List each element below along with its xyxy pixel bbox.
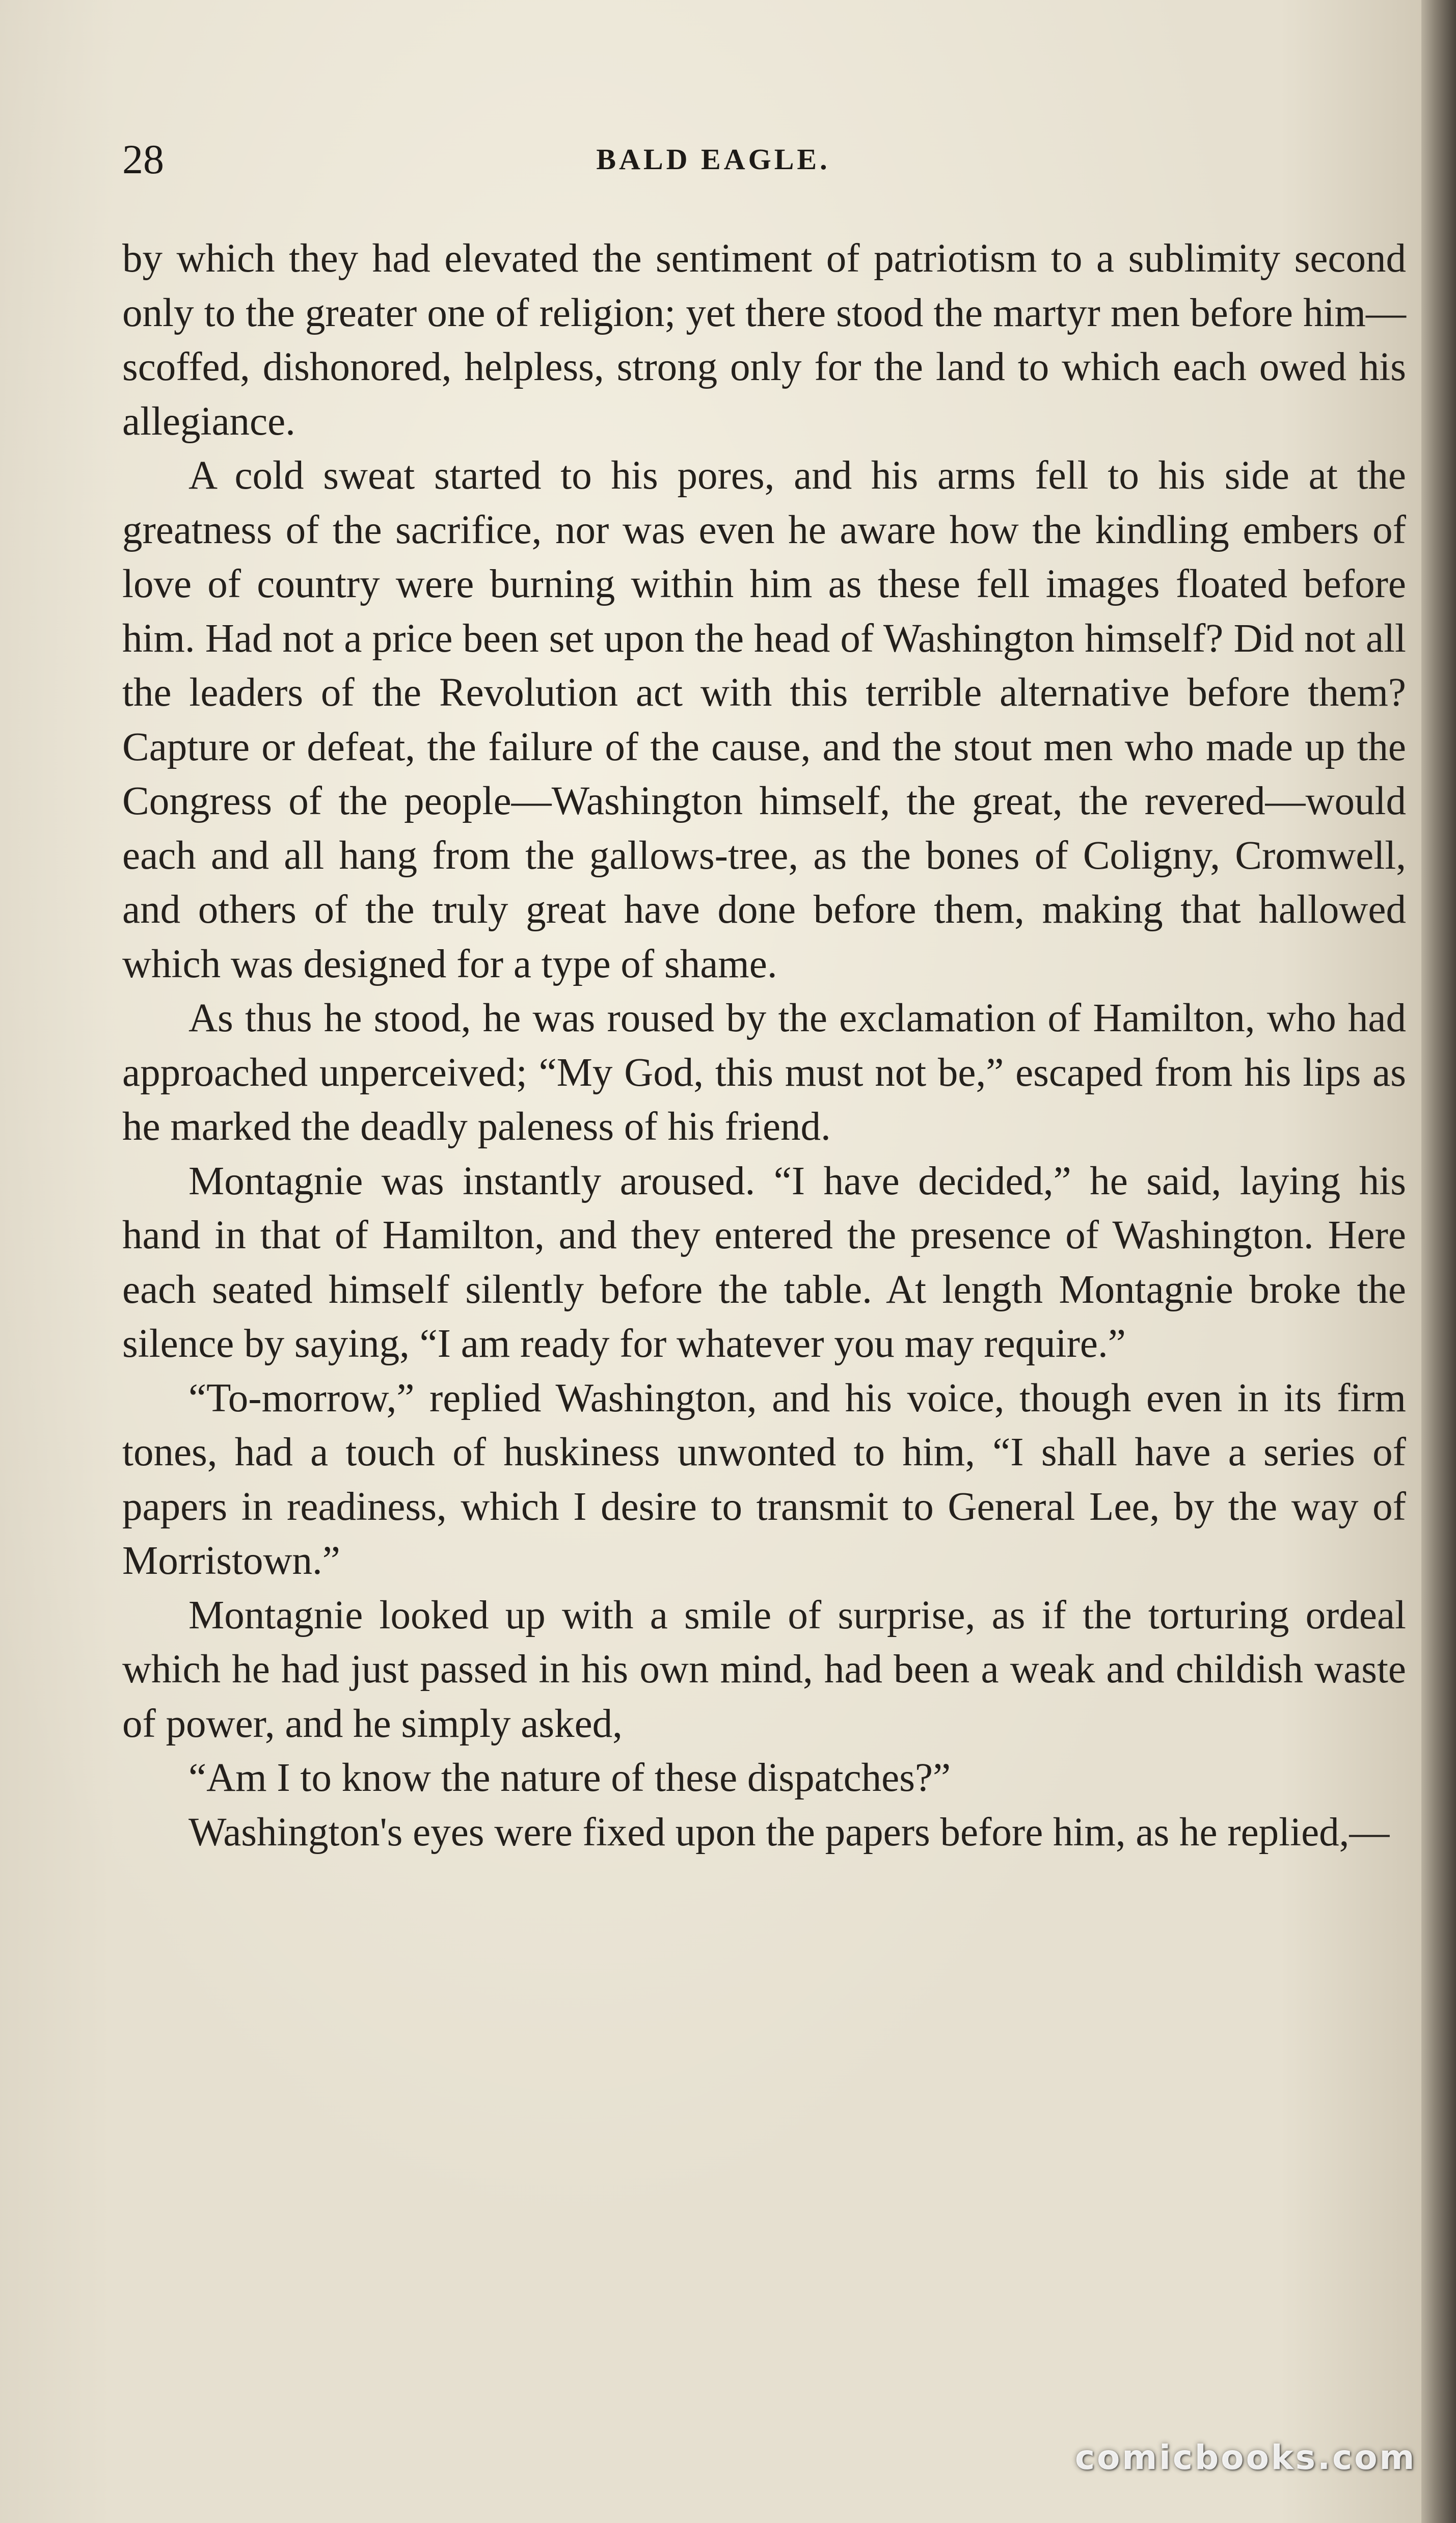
paragraph: Montagnie looked up with a smile of surprise, as if the torturing ordeal which he had just passed in his own mind, had been a weak and childish waste of power, and he simply asked, xyxy=(122,1593,1406,1746)
paragraph: Washington's eyes were fixed upon the papers before him, as he replied,— xyxy=(188,1810,1390,1855)
paragraph: A cold sweat started to his pores, and his arms fell to his side at the greatness of the sacrifice, nor was even he aware how the kindling embers of love of country were burning within him as these fell images floated before him. Had not a price been set upon the head of Washington himself? Did not all the leaders of the Revolution act with this terrible alternative before them? Capture or defeat, the failure of the cause, and the stout men who made up the Congress of the people—Washington himself, the great, the revered—would each and all hang from the gallows-tree, as the bones of Coligny, Cromwell, and others of the truly great have done before them, making that hallowed which was designed for a type of shame. xyxy=(122,453,1406,986)
paragraph: “Am I to know the nature of these dispatches?” xyxy=(188,1756,951,1800)
paragraph: “To-morrow,” replied Washington, and his voice, though even in its firm tones, had a touch of huskiness unwonted to him, “I shall have a series of papers in readiness, which I desire to transmit to General Lee, by the way of Morristown.” xyxy=(122,1376,1406,1583)
paragraph: As thus he stood, he was roused by the exclamation of Hamilton, who had approached unperceived; “My God, this must not be,” escaped from his lips as he marked the deadly paleness of his friend. xyxy=(122,996,1406,1149)
body-text xyxy=(122,232,1406,1860)
page-header xyxy=(122,131,1406,187)
paragraph: Montagnie was instantly aroused. “I have decided,” he said, laying his hand in that of Hamilton, and they entered the presence of Washington. Here each seated himself silently before the table. At length Montagnie broke the silence by saying, “I am ready for whatever you may require.” xyxy=(122,1159,1406,1366)
running-title: BALD EAGLE. xyxy=(596,143,830,176)
page-number: 28 xyxy=(122,136,164,182)
book-gutter xyxy=(1421,0,1456,2523)
paragraph: by which they had elevated the sentiment of patriotism to a sublimity second only to the greater one of religion; yet there stood the martyr men before him—scoffed, dishonored, helpless, strong only for the land to which each owed his allegiance. xyxy=(122,236,1406,444)
watermark: comicbooks.com xyxy=(1075,2438,1417,2477)
